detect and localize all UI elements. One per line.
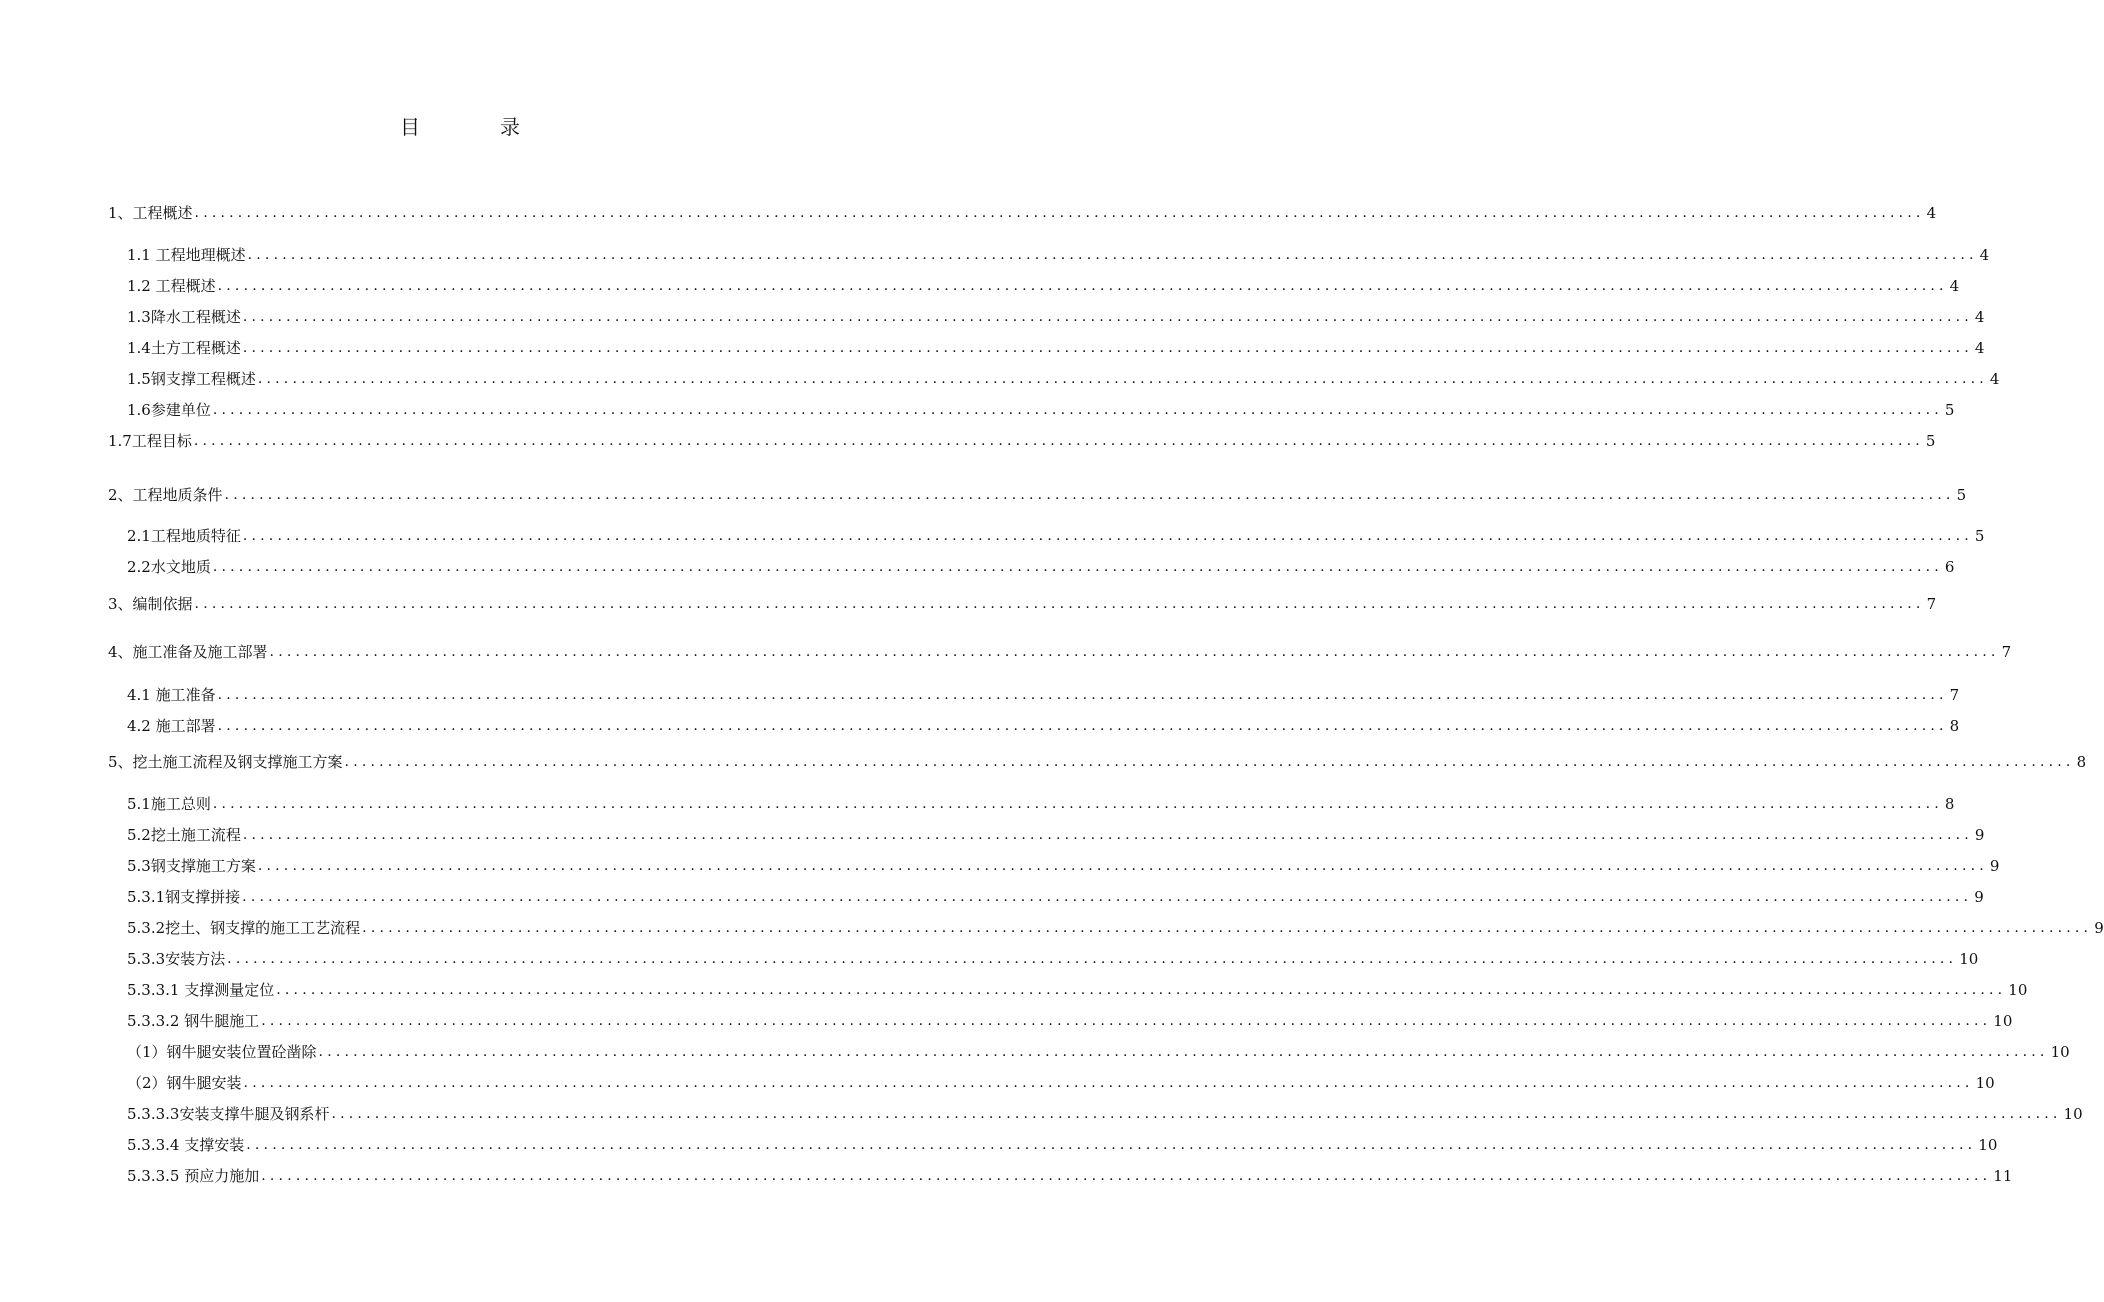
toc-leader-dots: ........................................................................................................................................................................................................ — [224, 487, 1955, 503]
toc-leader-dots: ........................................................................................................................................................................................................ — [257, 858, 1988, 874]
toc-entry-page-number: 4 — [1989, 370, 2000, 388]
toc-leader-dots: ........................................................................................................................................................................................................ — [246, 1137, 1977, 1153]
toc-entry[interactable] — [127, 367, 2000, 389]
toc-entry[interactable] — [127, 947, 1979, 969]
toc-entry-label: 2.2水文地质 — [127, 558, 211, 576]
toc-leader-dots: ........................................................................................................................................................................................................ — [194, 596, 1925, 612]
toc-entry-page-number: 4 — [1974, 308, 1985, 326]
toc-entry[interactable] — [127, 398, 1955, 420]
toc-entry[interactable] — [127, 792, 1955, 814]
toc-entry-page-number: 10 — [2063, 1105, 2083, 1123]
toc-entry-page-number: 10 — [2050, 1043, 2070, 1061]
toc-entry-page-number: 9 — [2094, 919, 2104, 937]
toc-entry-label: 1、工程概述 — [108, 204, 193, 222]
toc-leader-dots: ........................................................................................................................................................................................................ — [344, 754, 2075, 770]
toc-entry-page-number: 8 — [1949, 717, 1960, 735]
toc-entry-label: 1.3降水工程概述 — [127, 308, 241, 326]
toc-entry-label: 2、工程地质条件 — [108, 486, 223, 504]
toc-entry-label: 5.3.3.5 预应力施加 — [127, 1167, 260, 1185]
toc-entry-label: （1）钢牛腿安装位置砼凿除 — [127, 1043, 317, 1061]
toc-leader-dots: ........................................................................................................................................................................................................ — [242, 827, 1973, 843]
toc-entry-label: 5、挖土施工流程及钢支撑施工方案 — [108, 753, 343, 771]
toc-entry-page-number: 7 — [2001, 643, 2012, 661]
toc-entry[interactable] — [108, 201, 1937, 223]
toc-entry-label: 1.1 工程地理概述 — [127, 246, 246, 264]
toc-leader-dots: ........................................................................................................................................................................................................ — [257, 371, 1988, 387]
toc-entry[interactable] — [127, 1071, 1995, 1093]
toc-leader-dots: ........................................................................................................................................................................................................ — [193, 433, 1924, 449]
toc-entry-label: 1.6参建单位 — [127, 401, 211, 419]
toc-entry-page-number: 4 — [1926, 204, 1937, 222]
toc-leader-dots: ........................................................................................................................................................................................................ — [331, 1106, 2062, 1122]
toc-entry-page-number: 5 — [1925, 432, 1936, 450]
toc-entry-label: 1.4土方工程概述 — [127, 339, 241, 357]
toc-entry[interactable] — [127, 854, 2000, 876]
toc-entry-label: 5.1施工总则 — [127, 795, 211, 813]
toc-entry-label: 5.3.1钢支撑拼接 — [127, 888, 241, 906]
toc-entry-page-number: 9 — [1989, 857, 2000, 875]
toc-entry-label: 5.3.3.4 支撑安装 — [127, 1136, 245, 1154]
toc-entry-page-number: 10 — [2008, 981, 2028, 999]
toc-leader-dots: ........................................................................................................................................................................................................ — [269, 644, 2000, 660]
toc-entry[interactable] — [127, 1102, 2083, 1124]
toc-entry-label: 1.2 工程概述 — [127, 277, 216, 295]
toc-entry-page-number: 4 — [1979, 246, 1990, 264]
toc-entry[interactable] — [127, 336, 1985, 358]
toc-entry[interactable] — [127, 274, 1960, 296]
toc-entry-label: 1.7工程目标 — [108, 432, 192, 450]
toc-entry-label: 4.2 施工部署 — [127, 717, 216, 735]
toc-entry[interactable] — [127, 1040, 2070, 1062]
toc-entry-page-number: 5 — [1974, 527, 1985, 545]
toc-entry-label: 5.3.3安装方法 — [127, 950, 226, 968]
toc-leader-dots: ........................................................................................................................................................................................................ — [261, 1013, 1992, 1029]
toc-entry[interactable] — [127, 885, 1984, 907]
toc-entry-label: 3、编制依据 — [108, 595, 193, 613]
page-title: 目 录 — [400, 115, 550, 139]
toc-leader-dots: ........................................................................................................................................................................................................ — [212, 402, 1943, 418]
toc-leader-dots: ........................................................................................................................................................................................................ — [242, 309, 1973, 325]
toc-leader-dots: ........................................................................................................................................................................................................ — [362, 920, 2093, 936]
toc-entry-page-number: 4 — [1949, 277, 1960, 295]
toc-entry[interactable] — [108, 750, 2087, 772]
toc-leader-dots: ........................................................................................................................................................................................................ — [242, 340, 1973, 356]
toc-entry-page-number: 9 — [1974, 888, 1984, 906]
toc-entry[interactable] — [127, 823, 1985, 845]
toc-leader-dots: ........................................................................................................................................................................................................ — [243, 1075, 1974, 1091]
toc-leader-dots: ........................................................................................................................................................................................................ — [242, 889, 1973, 905]
toc-entry-page-number: 9 — [1974, 826, 1985, 844]
toc-entry[interactable] — [127, 1164, 2013, 1186]
toc-entry[interactable] — [108, 592, 1937, 614]
toc-entry[interactable] — [127, 243, 1990, 265]
toc-entry[interactable] — [108, 483, 1967, 505]
toc-entry[interactable] — [127, 524, 1985, 546]
toc-entry-label: 2.1工程地质特征 — [127, 527, 241, 545]
toc-leader-dots: ........................................................................................................................................................................................................ — [227, 951, 1958, 967]
toc-entry[interactable] — [127, 978, 2028, 1000]
toc-entry-page-number: 10 — [1975, 1074, 1995, 1092]
toc-entry-label: 5.3钢支撑施工方案 — [127, 857, 256, 875]
toc-entry[interactable] — [127, 916, 2104, 938]
toc-leader-dots: ........................................................................................................................................................................................................ — [242, 528, 1973, 544]
toc-entry-page-number: 5 — [1944, 401, 1955, 419]
toc-entry[interactable] — [127, 305, 1985, 327]
toc-entry-label: 5.3.3.2 钢牛腿施工 — [127, 1012, 260, 1030]
toc-entry-page-number: 7 — [1926, 595, 1937, 613]
toc-entry[interactable] — [127, 1009, 2013, 1031]
toc-entry[interactable] — [127, 1133, 1998, 1155]
toc-leader-dots: ........................................................................................................................................................................................................ — [318, 1044, 2049, 1060]
toc-entry-page-number: 4 — [1974, 339, 1985, 357]
toc-entry-label: 5.3.3.3安装支撑牛腿及钢系杆 — [127, 1105, 330, 1123]
toc-leader-dots: ........................................................................................................................................................................................................ — [261, 1168, 1992, 1184]
toc-entry-page-number: 10 — [1959, 950, 1979, 968]
toc-entry-page-number: 5 — [1956, 486, 1967, 504]
toc-entry-label: 1.5钢支撑工程概述 — [127, 370, 256, 388]
toc-entry-label: 4、施工准备及施工部署 — [108, 643, 268, 661]
toc-leader-dots: ........................................................................................................................................................................................................ — [217, 718, 1948, 734]
toc-leader-dots: ........................................................................................................................................................................................................ — [212, 559, 1943, 575]
toc-entry-label: 5.3.3.1 支撑测量定位 — [127, 981, 275, 999]
toc-entry[interactable] — [127, 714, 1960, 736]
toc-leader-dots: ........................................................................................................................................................................................................ — [276, 982, 2007, 998]
toc-leader-dots: ........................................................................................................................................................................................................ — [212, 796, 1943, 812]
toc-entry-label: 5.2挖土施工流程 — [127, 826, 241, 844]
toc-entry-label: 4.1 施工准备 — [127, 686, 216, 704]
toc-entry-page-number: 10 — [1993, 1012, 2013, 1030]
toc-entry[interactable] — [108, 640, 2012, 662]
toc-entry-page-number: 7 — [1949, 686, 1960, 704]
toc-leader-dots: ........................................................................................................................................................................................................ — [217, 687, 1948, 703]
toc-entry-page-number: 8 — [2076, 753, 2087, 771]
toc-entry[interactable] — [127, 555, 1955, 577]
toc-entry-page-number: 11 — [1993, 1167, 2013, 1185]
toc-entry-page-number: 8 — [1944, 795, 1955, 813]
toc-entry[interactable] — [108, 429, 1936, 451]
toc-entry-label: （2）钢牛腿安装 — [127, 1074, 242, 1092]
toc-entry-label: 5.3.2挖土、钢支撑的施工工艺流程 — [127, 919, 361, 937]
toc-leader-dots: ........................................................................................................................................................................................................ — [217, 278, 1948, 294]
toc-entry-page-number: 6 — [1944, 558, 1955, 576]
toc-entry-page-number: 10 — [1978, 1136, 1998, 1154]
toc-leader-dots: ........................................................................................................................................................................................................ — [194, 205, 1925, 221]
toc-entry[interactable] — [127, 683, 1960, 705]
toc-leader-dots: ........................................................................................................................................................................................................ — [247, 247, 1978, 263]
